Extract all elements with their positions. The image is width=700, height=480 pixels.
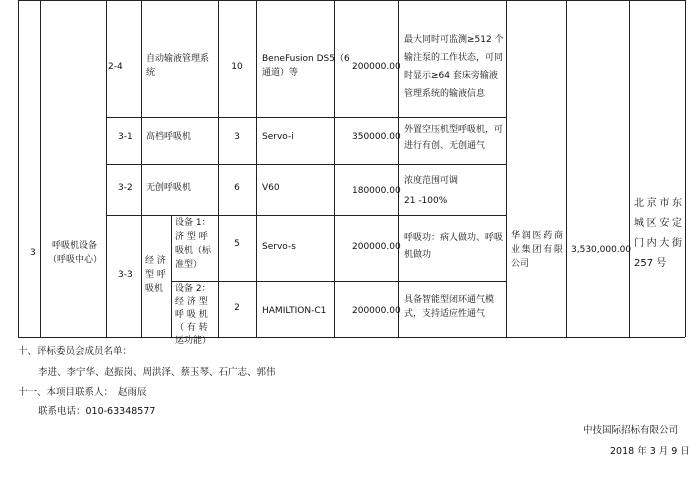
device-1-price: 200000.00 bbox=[352, 242, 401, 252]
row-3-2-model: V60 bbox=[262, 183, 280, 193]
row-2-4-model-line2: 通道）等 bbox=[262, 68, 299, 78]
package-3-company-line3: 公司 bbox=[511, 259, 530, 269]
device-1-model: Servo-s bbox=[262, 242, 296, 252]
device-2-line4: （ 有 转 bbox=[175, 323, 208, 333]
package-3-name-line1: 呼吸机设备 bbox=[52, 241, 98, 251]
row-3-3-no: 3-3 bbox=[118, 270, 133, 280]
row-3-2-no: 3-2 bbox=[118, 183, 133, 193]
device-2-line3: 呼 吸 机 bbox=[175, 310, 208, 320]
package-3-no: 3 bbox=[30, 248, 36, 258]
device-2-model: HAMILTION-C1 bbox=[262, 306, 327, 316]
row-2-4-no: 2-4 bbox=[108, 62, 123, 72]
row-3-1-price: 350000.00 bbox=[352, 132, 401, 142]
device-2-qty: 2 bbox=[234, 303, 240, 313]
package-3-address-line1: 北京市东 bbox=[634, 198, 682, 209]
device-1-qty: 5 bbox=[234, 239, 240, 249]
row-2-4-spec-line3: 时显示≥64 套床旁输液 bbox=[404, 71, 498, 81]
device-1-line3: 吸机（标 bbox=[175, 246, 212, 256]
device-2-price: 200000.00 bbox=[352, 306, 401, 316]
row-3-1-spec-line1: 外置空压机型呼吸机，可 bbox=[404, 125, 504, 135]
row-2-4-name-line2: 统 bbox=[146, 68, 156, 78]
row-3-1-model: Servo-i bbox=[262, 132, 294, 142]
device-2-line5: 运功能） bbox=[175, 336, 212, 346]
device-1-spec-line2: 机做功 bbox=[404, 250, 432, 260]
row-2-4-spec-line2: 输注泵的工作状态，可同 bbox=[404, 53, 504, 63]
row-3-2-qty: 6 bbox=[234, 183, 240, 193]
row-3-2-spec-line2: 21 -100% bbox=[404, 196, 448, 206]
contact-phone: 联系电话：010-63348577 bbox=[38, 406, 156, 417]
row-3-1-no: 3-1 bbox=[118, 132, 133, 142]
package-3-company-line1: 华润医药商 bbox=[511, 231, 563, 241]
row-2-4-model-line1: BeneFusion DS5（6 bbox=[262, 54, 350, 64]
device-1-line4: 准型） bbox=[175, 260, 203, 270]
issuer-company: 中技国际招标有限公司 bbox=[583, 425, 679, 436]
package-3-address-line3: 门内大街 bbox=[634, 238, 682, 249]
row-2-4-price: 200000.00 bbox=[352, 62, 401, 72]
row-3-1-qty: 3 bbox=[234, 132, 240, 142]
package-3-address-line4: 257 号 bbox=[634, 258, 667, 269]
row-3-2-spec-line1: 浓度范围可调 bbox=[404, 176, 459, 186]
device-1-line2: 济 型 呼 bbox=[175, 232, 208, 242]
row-3-1-name: 高档呼吸机 bbox=[146, 132, 192, 142]
device-2-line2: 经 济 型 bbox=[175, 297, 208, 307]
row-3-3-group-line2: 型 呼 bbox=[145, 270, 166, 280]
row-2-4-qty: 10 bbox=[231, 62, 243, 72]
committee-members: 李进、李宁华、赵振岗、周洪泽、蔡玉琴、石广志、郭伟 bbox=[38, 367, 276, 378]
row-3-1-spec-line2: 进行有创、无创通气 bbox=[404, 141, 486, 151]
device-1-line1: 设备 1： bbox=[175, 218, 211, 228]
row-3-2-price: 180000.00 bbox=[352, 186, 401, 196]
row-2-4-name-line1: 自动输液管理系 bbox=[146, 54, 210, 64]
row-3-3-group-line1: 经 济 bbox=[145, 256, 166, 266]
package-3-address-line2: 城区安定 bbox=[634, 218, 682, 229]
issue-date: 2018 年 3 月 9 日 bbox=[610, 446, 690, 457]
package-3-name-line2: （呼吸中心） bbox=[48, 255, 103, 265]
contact-person: 赵雨辰 bbox=[118, 387, 147, 398]
device-1-spec-line1: 呼吸功：病人做功、呼吸 bbox=[404, 233, 504, 243]
package-3-company-line2: 业集团有限 bbox=[511, 245, 563, 255]
device-2-spec: 具备智能型闭环通气模式，支持适应性通气 bbox=[404, 295, 495, 319]
row-2-4-spec-line4: 管理系统的输液信息 bbox=[404, 89, 486, 99]
package-3-amount: 3,530,000.00 bbox=[571, 245, 632, 255]
section-11-heading: 十一、本项目联系人： bbox=[18, 387, 114, 398]
row-3-3-group-line3: 吸机 bbox=[145, 284, 164, 294]
row-2-4-spec-line1: 最大同时可监测≥512 个 bbox=[404, 35, 504, 45]
device-2-line1: 设备 2： bbox=[175, 284, 211, 294]
row-3-2-name: 无创呼吸机 bbox=[146, 183, 192, 193]
section-10-heading: 十、评标委员会成员名单： bbox=[18, 346, 133, 357]
